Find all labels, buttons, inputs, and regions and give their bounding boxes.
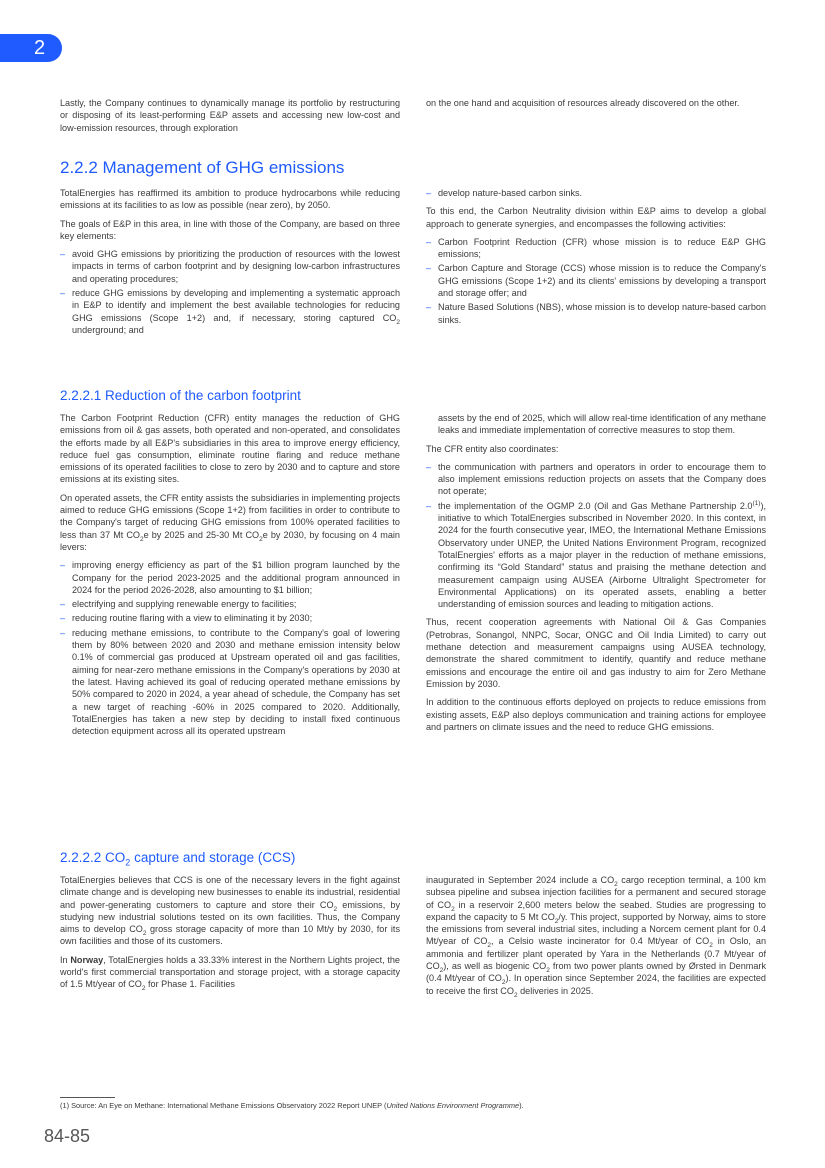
footnote-rule xyxy=(60,1097,115,1098)
list-item-cont: assets by the end of 2025, which will allow real-time identification of any methane leaks and immediate implementation of corrective measures to stop them. xyxy=(438,413,766,436)
text: , TotalEnergies holds a 33.33% interest in the Northern Lights project, the world's first commercial transportation and storage project, with a storage capacity of 1.5 Mt/year of CO xyxy=(60,954,400,990)
text: e by 2030, by focusing on 4 main levers: xyxy=(60,529,400,552)
italic-text: United Nations Environment Programme xyxy=(386,1101,520,1110)
s222-p2: The goals of E&P in this area, in line with those of the Company, are based on three key elements: xyxy=(60,218,400,241)
bold-text: Norway xyxy=(70,954,104,965)
s2221-r-p3: In addition to the continuous efforts deployed on projects to reduce emissions from existing assets, E&P also deploys communication and training actions for employee and partners on climate issues and the need to reduce GHG emissions. xyxy=(426,697,766,732)
list-item xyxy=(426,500,766,611)
chapter-tab: 2 xyxy=(0,34,62,62)
subscript: 2 xyxy=(142,930,147,937)
text: emissions, by studying new industrial solutions tested on its own facilities. Thus, the Company aims to develop CO xyxy=(60,899,400,935)
s2221-r-p1: The CFR entity also coordinates: xyxy=(426,443,559,454)
list-item: – improving energy efficiency as part of the $1 billion program launched by the Company for the period 2023-2025 and the additional program announced in 2024 for the period 2026-2028, also amounting to $1 billion; xyxy=(60,559,400,596)
footnote-ref: (1) xyxy=(752,499,761,507)
s222-left xyxy=(60,187,400,342)
subscript: 2 xyxy=(614,880,618,888)
subscript: 2 xyxy=(259,535,263,543)
text: (1) Source: An Eye on Methane: International Methane Emissions Observatory 2022 Report UNEP ( xyxy=(60,1101,387,1110)
s222-r-p1: To this end, the Carbon Neutrality division within E&P aims to develop a global approach to generate synergies, and encompasses the following activities: xyxy=(426,206,766,229)
subscript: 2 xyxy=(439,966,444,974)
text: ), as well as biogenic CO xyxy=(443,961,547,972)
subscript: 2 xyxy=(513,991,518,999)
subscript: 2 xyxy=(501,979,506,987)
section-heading-2-2-2-1: 2.2.2.1 Reduction of the carbon footprint xyxy=(60,388,301,403)
text: capture and storage (CCS) xyxy=(130,850,296,865)
text: in a reservoir 2,600 meters below the seabed. Studies are progressing to expand the capacity to 5 Mt CO xyxy=(426,899,766,922)
s2221-left xyxy=(60,412,400,743)
s2222-left xyxy=(60,874,400,997)
s2222-p2 xyxy=(60,954,400,991)
subscript: 2 xyxy=(554,917,559,925)
intro-right xyxy=(426,97,766,115)
s222-activities-list xyxy=(426,236,766,326)
list-item: – avoid GHG emissions by prioritizing the production of resources with the lowest impacts in terms of carbon footprint and by designing low-carbon infrastructures and operating procedures; xyxy=(60,248,400,285)
text: In xyxy=(60,954,71,965)
s2221-r-p2: Thus, recent cooperation agreements with National Oil & Gas Companies (Petrobras, Sonangol, NNPC, Socar, ONGC and Oil India Limited) to carry out methane detection and measurement campaigns using AUSEA technology, demonstrate the shared commitment to identify, quantify and reduce methane emissions and encourage the entire oil and gas industry to aim for Zero Methane Emission by 2030. xyxy=(426,617,766,689)
list-item: – electrifying and supplying renewable energy to facilities; xyxy=(60,598,400,610)
text: TotalEnergies believes that CCS is one of the necessary levers in the fight against climate change and is developing new businesses to enable its industrial, residential and power-generating customers to capture and store their CO xyxy=(60,875,400,910)
s222-right xyxy=(426,187,766,332)
text: /y. This project, supported by Norway, aims to store the emissions from several industrial sites, including a Norcem cement plant for 0.4 Mt/year of CO xyxy=(426,911,766,947)
text: for Phase 1. Facilities xyxy=(145,979,235,990)
text: , a Celsio waste incinerator for 0.4 Mt/year of CO xyxy=(491,936,710,947)
text: e by 2025 and 25-30 Mt CO xyxy=(143,529,260,540)
intro-paragraph-cont: on the one hand and acquisition of resources already discovered on the other. xyxy=(426,98,740,108)
s2221-levers-list xyxy=(60,559,400,737)
text: deliveries in 2025. xyxy=(517,985,594,996)
text: ). In operation since September 2024, the facilities are expected to receive the first CO xyxy=(426,973,766,996)
text: the implementation of the OGMP 2.0 (Oil and Gas Methane Partnership 2.0 xyxy=(438,500,753,511)
text: gross storage capacity of more than 10 Mt/y by 2030, for its own facilities and those of its customers. xyxy=(60,924,400,947)
subscript: 2 xyxy=(396,318,400,326)
list-item: – Nature Based Solutions (NBS), whose mission is to develop nature-based carbon sinks. xyxy=(426,301,766,326)
text: On operated assets, the CFR entity assists the subsidiaries in implementing projects aimed to reduce GHG emissions (Scope 1+2) from facilities in order to contribute to the Company's target of reducing GHG emissions from 100% operated facilities to less than 37 Mt CO xyxy=(60,492,400,540)
text: from two power plants owned by Ørsted in Denmark (0.4 Mt/year of CO xyxy=(426,961,767,984)
text: reduce GHG emissions by developing and implementing a systematic approach in E&P to identify and implement the best available technologies for reducing GHG emissions (Scope 1+2) and, if necessary, storing captured CO xyxy=(72,288,400,323)
list-item: – Carbon Footprint Reduction (CFR) whose mission is to reduce E&P GHG emissions; xyxy=(426,236,766,261)
intro-left xyxy=(60,97,400,140)
text: in Oslo, an ammonia and fertilizer plant operated by Yara in the Netherlands (0.7 Mt/year of CO xyxy=(426,936,766,972)
s222-list xyxy=(60,248,400,336)
subscript: 2 xyxy=(140,535,144,543)
text: cargo reception terminal, a 100 km subsea pipeline and subsea injection facilities for a permanent and secured storage of CO xyxy=(426,875,766,910)
section-heading-2-2-2: 2.2.2 Management of GHG emissions xyxy=(60,158,345,177)
text: inaugurated in September 2024 include a CO xyxy=(426,875,615,885)
s2221-coordinates-list xyxy=(426,461,766,611)
subscript: 2 xyxy=(125,857,131,868)
intro-paragraph: Lastly, the Company continues to dynamically manage its portfolio by restructuring or disposing of its least-performing E&P assets and accessing new low-cost and low-emission resources, through exploration xyxy=(60,98,400,133)
s2221-p2 xyxy=(60,492,400,553)
s2222-r-p1 xyxy=(426,874,766,997)
subscript: 2 xyxy=(487,942,492,950)
s2221-p1: The Carbon Footprint Reduction (CFR) entity manages the reduction of GHG emissions from oil & gas assets, both operated and non-operated, and consolidates the efforts made by all E&P's subsidiaries in this area to improve energy efficiency, reduce fuel gas consumption, eliminate routine flaring and reduce methane emissions of its operated facilities to close to zero by 2030 and to capture and store emissions at its existing sites. xyxy=(60,413,400,485)
footnote xyxy=(60,1101,524,1110)
subscript: 2 xyxy=(709,942,713,950)
text: ). xyxy=(519,1101,524,1110)
list-item xyxy=(60,287,400,336)
s2221-right xyxy=(426,412,766,739)
s2221-list-cont xyxy=(426,412,766,437)
subscript: 2 xyxy=(546,966,550,974)
section-heading-2-2-2-2 xyxy=(60,850,296,868)
list-item: – reducing methane emissions, to contribute to the Company's goal of lowering them by 80% between 2020 and 2030 and methane emission intensity below 0.1% of commercial gas produced at Upstream operated oil and gas facilities, aiming for near-zero methane emissions in the Company's operations by 2030 at the latest. Having achieved its goal of reducing operated methane emissions by 50% compared to 2020 in 2024, a year ahead of schedule, the Company has set a new target of reaching -60% in 2025 compared to 2020. Additionally, TotalEnergies has taken a new step by deciding to install fixed continuous detection equipment across all its operated upstream xyxy=(60,627,400,738)
s222-list-cont xyxy=(426,187,766,199)
text: underground; and xyxy=(72,324,144,335)
list-item: – reducing routine flaring with a view to eliminating it by 2030; xyxy=(60,612,400,624)
s2222-right xyxy=(426,874,766,1003)
list-item: – Carbon Capture and Storage (CCS) whose mission is to reduce the Company's GHG emissions (Scope 1+2) and its clients' emissions by developing a transport and storage offer; and xyxy=(426,262,766,299)
subscript: 2 xyxy=(451,905,455,913)
text: 2.2.2.2 CO xyxy=(60,850,126,865)
subscript: 2 xyxy=(333,905,338,913)
list-item: – develop nature-based carbon sinks. xyxy=(426,187,766,199)
subscript: 2 xyxy=(141,985,146,993)
list-item: – the communication with partners and operators in order to encourage them to also implement emissions reduction projects on assets that the Company does not operate; xyxy=(426,461,766,498)
page-number: 84-85 xyxy=(44,1126,91,1146)
s222-p1: TotalEnergies has reaffirmed its ambition to produce hydrocarbons while reducing emissions at its facilities to as low as possible (near zero), by 2050. xyxy=(60,188,400,211)
s2222-p1 xyxy=(60,874,400,948)
text: ), initiative to which TotalEnergies subscribed in November 2020. In this context, in 2024 for the fourth consecutive year, IMEO, the International Methane Emissions Observatory under UNEP, the United Nations Environment Program, recognized TotalEnergies' efforts as a major player in the reduction of methane emissions, confirming its “Gold Standard” status and praising the methane detection and measurement campaign using AUSEA (Airborne Ultralight Spectrometer for Environmental Applications) on its operated assets, enabling a better understanding of emission sources and leading to mitigation actions. xyxy=(438,500,766,610)
